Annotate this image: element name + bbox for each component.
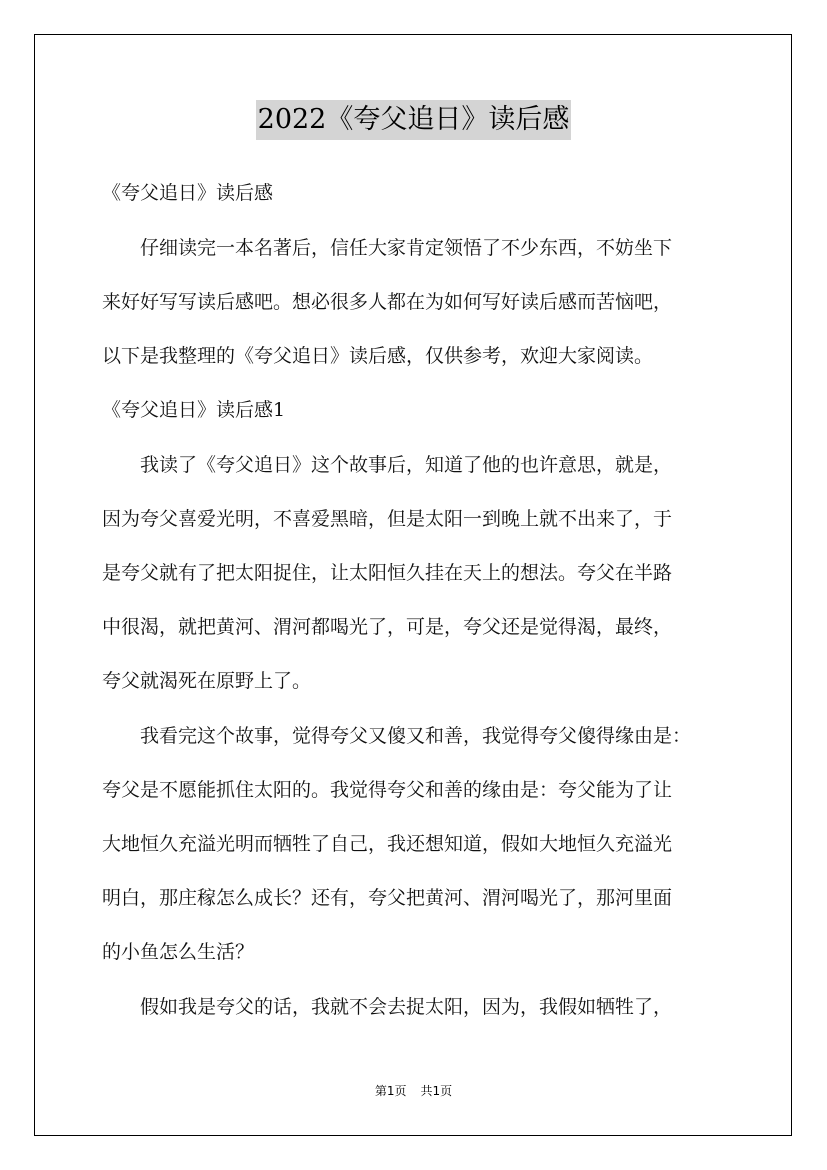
text-line: 夸父是不愿能抓住太阳的。我觉得夸父和善的缘由是：夸父能为了让 — [102, 779, 673, 801]
document-title: 2022《夸父追日》读后感 — [256, 100, 572, 140]
document-title-wrap — [0, 100, 827, 140]
text-line: 的小鱼怎么生活？ — [102, 941, 255, 963]
text-line: 假如我是夸父的话，我就不会去捉太阳，因为，我假如牺牲了， — [102, 996, 673, 1018]
text-line: 仔细读完一本名著后，信任大家肯定领悟了不少东西，不妨坐下 — [102, 237, 673, 259]
text-line: 明白，那庄稼怎么成长？还有，夸父把黄河、渭河喝光了，那河里面 — [102, 887, 673, 909]
text-line: 以下是我整理的《夸父追日》读后感，仅供参考，欢迎大家阅读。 — [102, 345, 654, 367]
page-total: 共1页 — [420, 1084, 453, 1098]
text-line: 中很渴，就把黄河、渭河都喝光了，可是，夸父还是觉得渴，最终， — [102, 616, 673, 638]
page-footer — [0, 1083, 827, 1099]
text-line: 因为夸父喜爱光明，不喜爱黑暗，但是太阳一到晚上就不出来了，于 — [102, 508, 673, 530]
text-line: 我读了《夸父追日》这个故事后，知道了他的也许意思，就是， — [102, 454, 673, 476]
text-line: 是夸父就有了把太阳捉住，让太阳恒久挂在天上的想法。夸父在半路 — [102, 562, 673, 584]
text-line: 夸父就渴死在原野上了。 — [102, 670, 312, 692]
text-line: 《夸父追日》读后感1 — [102, 399, 286, 421]
text-line: 《夸父追日》读后感 — [102, 182, 274, 204]
text-line: 来好好写写读后感吧。想必很多人都在为如何写好读后感而苦恼吧， — [102, 291, 673, 313]
text-line: 我看完这个故事，觉得夸父又傻又和善，我觉得夸父傻得缘由是： — [102, 725, 692, 747]
page-number: 第1页 — [374, 1084, 407, 1098]
text-line: 大地恒久充溢光明而牺牲了自己，我还想知道，假如大地恒久充溢光 — [102, 833, 673, 855]
